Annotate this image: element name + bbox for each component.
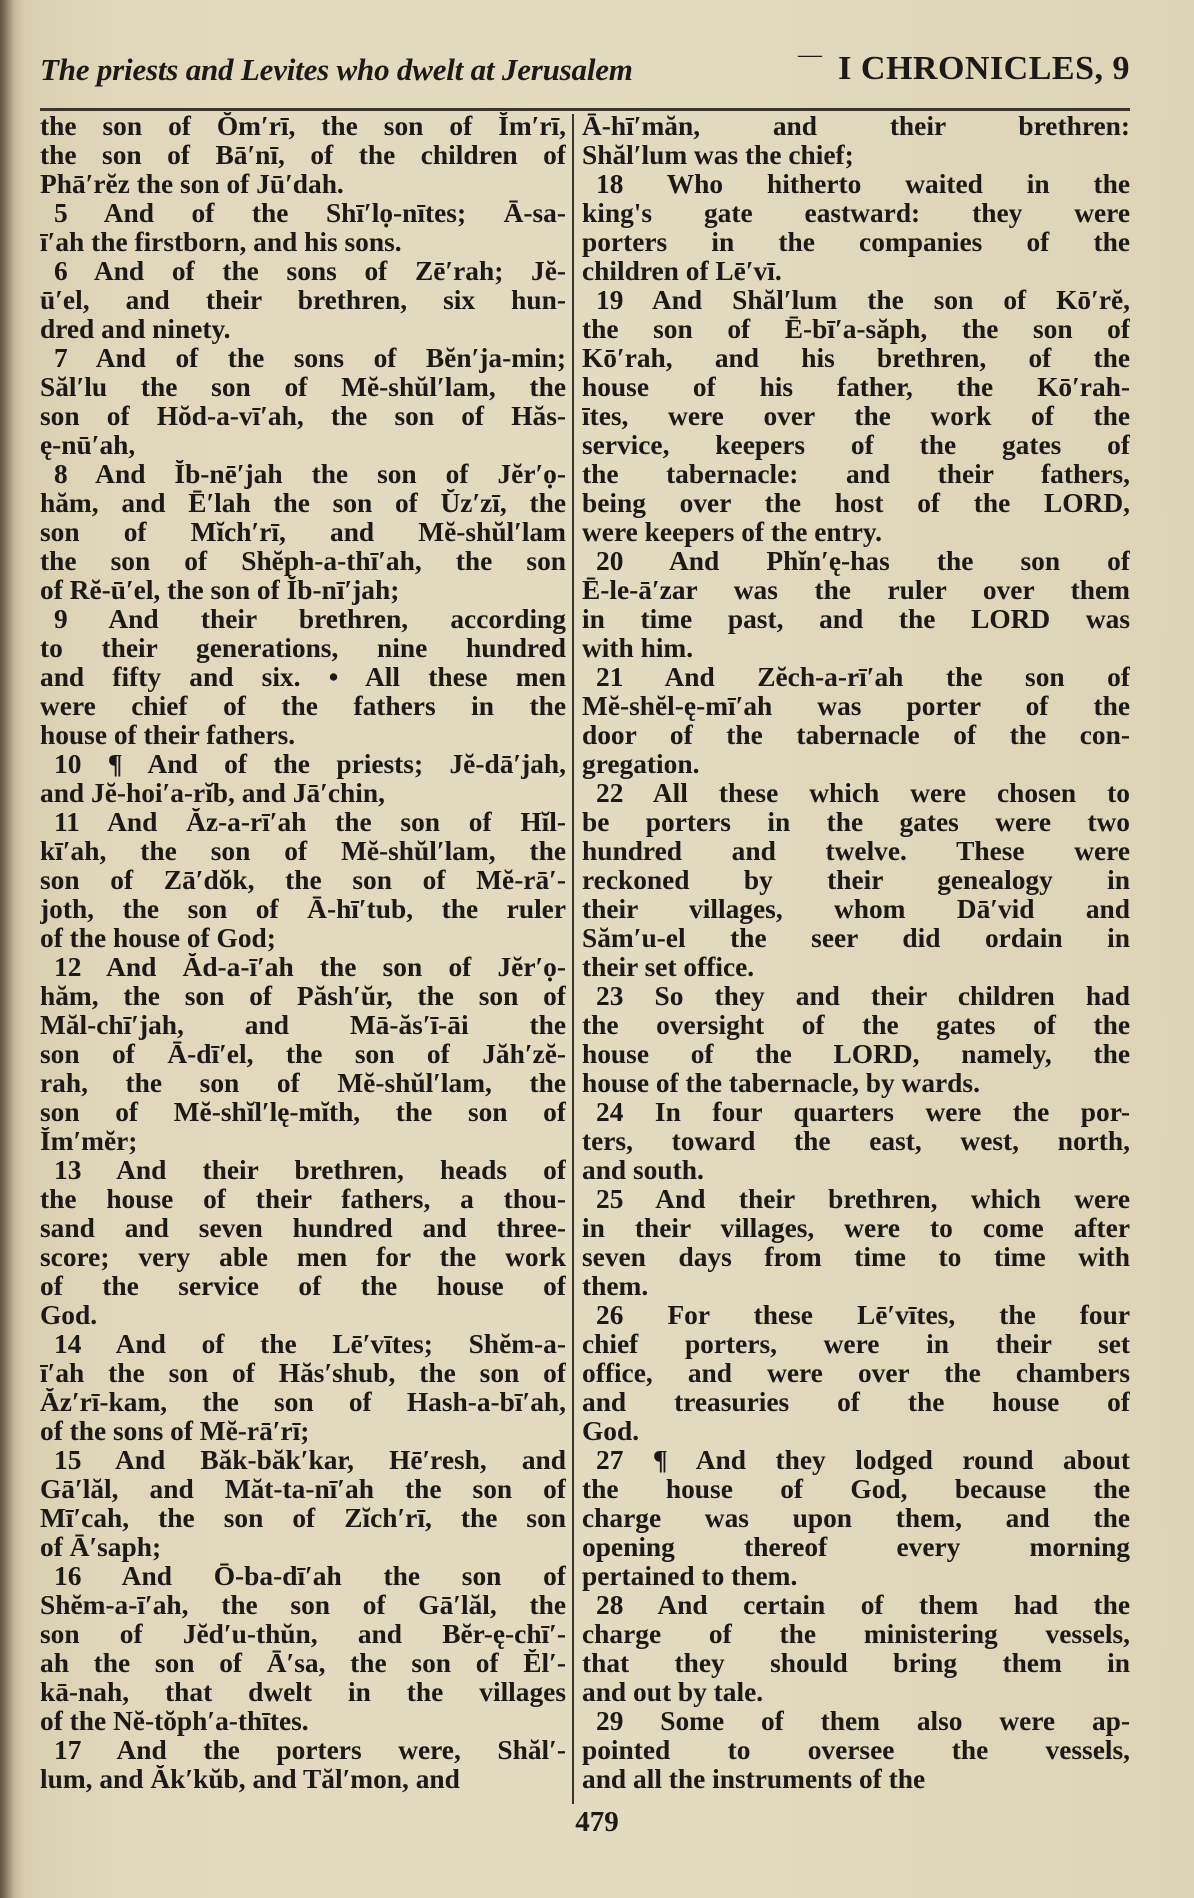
- text-line: 21 And Zĕch-a-rī′ah the son of: [596, 663, 1130, 692]
- text-line: house of their fathers.: [40, 721, 296, 750]
- text-line: Shĕm-a-ī′ah, the son of Gā′lăl, the: [40, 1591, 566, 1620]
- text-line: that they should bring them in: [582, 1649, 1130, 1678]
- text-line: ītes, were over the work of the: [582, 402, 1130, 431]
- text-line: 9 And their brethren, according: [54, 605, 566, 634]
- text-line: pertained to them.: [582, 1562, 798, 1591]
- text-line: the son of Ē-bī′a-săph, the son of: [582, 315, 1130, 344]
- text-line: Mĕ-shĕl-ę-mī′ah was porter of the: [582, 692, 1130, 721]
- text-line: the son of Shĕph-a-thī′ah, the son: [40, 547, 566, 576]
- left-text-column: [40, 112, 566, 1792]
- text-line: 16 And Ō-ba-dī′ah the son of: [54, 1562, 566, 1591]
- text-line: God.: [582, 1417, 640, 1446]
- text-line: God.: [40, 1301, 98, 1330]
- text-line: lum, and Ăk′kŭb, and Tăl′mon, and: [40, 1765, 460, 1794]
- text-line: Săl′lu the son of Mĕ-shŭl′lam, the: [40, 373, 566, 402]
- text-line: of Rĕ-ū′el, the son of Ĭb-nī′jah;: [40, 576, 400, 605]
- text-line: the house of their fathers, a thou-: [40, 1185, 566, 1214]
- text-line: joth, the son of Ā-hī′tub, the ruler: [40, 895, 566, 924]
- text-line: the son of Bā′nī, of the children of: [40, 141, 566, 170]
- text-line: hăm, and Ē′lah the son of Ŭz′zī, the: [40, 489, 566, 518]
- text-line: son of Ā-dī′el, the son of Jăh′zĕ-: [40, 1040, 566, 1069]
- text-line: 5 And of the Shī′lọ-nītes; Ā-sa-: [54, 199, 566, 228]
- text-line: of the Nĕ-tŏph′a-thītes.: [40, 1707, 309, 1736]
- gutter-shadow: [0, 0, 14, 1898]
- column-divider: [572, 114, 574, 1804]
- text-line: 6 And of the sons of Zē′rah; Jĕ-: [54, 257, 566, 286]
- text-line: house of the LORD, namely, the: [582, 1040, 1130, 1069]
- text-line: the house of God, because the: [582, 1475, 1130, 1504]
- text-line: their villages, whom Dā′vid and: [582, 895, 1130, 924]
- text-line: hăm, the son of Păsh′ŭr, the son of: [40, 982, 566, 1011]
- text-line: rah, the son of Mĕ-shŭl′lam, the: [40, 1069, 566, 1098]
- text-line: 14 And of the Lē′vītes; Shĕm-a-: [54, 1330, 566, 1359]
- text-line: score; very able men for the work: [40, 1243, 566, 1272]
- text-line: 26 For these Lē′vītes, the four: [596, 1301, 1130, 1330]
- text-line: Ā-hī′măn, and their brethren:: [582, 112, 1130, 141]
- text-line: Kō′rah, and his brethren, of the: [582, 344, 1130, 373]
- text-line: sand and seven hundred and three-: [40, 1214, 566, 1243]
- text-line: and fifty and six. • All these men: [40, 663, 566, 692]
- text-line: to their generations, nine hundred: [40, 634, 566, 663]
- text-line: of Ā′saph;: [40, 1533, 162, 1562]
- text-line: and treasuries of the house of: [582, 1388, 1130, 1417]
- text-line: and south.: [582, 1156, 704, 1185]
- text-line: 19 And Shăl′lum the son of Kō′rĕ,: [596, 286, 1130, 315]
- text-line: kā-nah, that dwelt in the villages: [40, 1678, 566, 1707]
- text-line: their set office.: [582, 953, 755, 982]
- text-line: 25 And their brethren, which were: [596, 1185, 1130, 1214]
- text-line: ah the son of Ā′sa, the son of Ĕl′-: [40, 1649, 566, 1678]
- text-line: Ē-le-ā′zar was the ruler over them: [582, 576, 1130, 605]
- text-line: pointed to oversee the vessels,: [582, 1736, 1130, 1765]
- text-line: Gā′lăl, and Măt-ta-nī′ah the son of: [40, 1475, 566, 1504]
- text-line: charge was upon them, and the: [582, 1504, 1130, 1533]
- text-line: Phā′rĕz the son of Jū′dah.: [40, 170, 344, 199]
- text-line: ters, toward the east, west, north,: [582, 1127, 1130, 1156]
- text-line: 29 Some of them also were ap-: [596, 1707, 1130, 1736]
- text-line: and all the instruments of the: [582, 1765, 926, 1794]
- text-line: Ĭm′mĕr;: [40, 1127, 138, 1156]
- text-line: 13 And their brethren, heads of: [54, 1156, 566, 1185]
- text-line: son of Hŏd-a-vī′ah, the son of Hăs-: [40, 402, 566, 431]
- text-line: son of Zā′dŏk, the son of Mĕ-rā′-: [40, 866, 566, 895]
- text-line: Shăl′lum was the chief;: [582, 141, 854, 170]
- text-line: reckoned by their genealogy in: [582, 866, 1130, 895]
- text-line: kī′ah, the son of Mĕ-shŭl′lam, the: [40, 837, 566, 866]
- text-line: son of Jĕd′u-thŭn, and Bĕr-ę-chī′-: [40, 1620, 566, 1649]
- text-line: Măl-chī′jah, and Mā-ăs′ī-āi the: [40, 1011, 566, 1040]
- page-header: [40, 42, 1130, 104]
- text-line: 17 And the porters were, Shăl′-: [54, 1736, 566, 1765]
- right-text-column: [582, 112, 1130, 1792]
- text-line: were keepers of the entry.: [582, 518, 882, 547]
- text-line: the son of Ŏm′rī, the son of Ĭm′rī,: [40, 112, 566, 141]
- text-line: and out by tale.: [582, 1678, 764, 1707]
- book-chapter-title: I CHRONICLES, 9: [838, 50, 1130, 87]
- text-line: service, keepers of the gates of: [582, 431, 1130, 460]
- text-line: 24 In four quarters were the por-: [596, 1098, 1130, 1127]
- text-line: 15 And Băk-băk′kar, Hē′resh, and: [54, 1446, 566, 1475]
- text-line: hundred and twelve. These were: [582, 837, 1130, 866]
- text-line: Ăz′rī-kam, the son of Hash-a-bī′ah,: [40, 1388, 566, 1417]
- text-line: Mī′cah, the son of Zĭch′rī, the son: [40, 1504, 566, 1533]
- text-line: of the sons of Mĕ-rā′rī;: [40, 1417, 310, 1446]
- text-line: were chief of the fathers in the: [40, 692, 566, 721]
- text-line: of the house of God;: [40, 924, 276, 953]
- text-line: charge of the ministering vessels,: [582, 1620, 1130, 1649]
- text-line: Săm′u-el the seer did ordain in: [582, 924, 1130, 953]
- text-line: house of his father, the Kō′rah-: [582, 373, 1130, 402]
- text-line: them.: [582, 1272, 649, 1301]
- text-line: ę-nū′ah,: [40, 431, 136, 460]
- text-line: with him.: [582, 634, 694, 663]
- text-line: children of Lē′vī.: [582, 257, 782, 286]
- text-line: 22 All these which were chosen to: [596, 779, 1130, 808]
- text-line: 8 And Ĭb-nē′jah the son of Jĕr′ọ-: [54, 460, 566, 489]
- text-line: gregation.: [582, 750, 700, 779]
- text-line: king's gate eastward: they were: [582, 199, 1130, 228]
- text-line: being over the host of the LORD,: [582, 489, 1130, 518]
- text-line: house of the tabernacle, by wards.: [582, 1069, 980, 1098]
- text-line: 28 And certain of them had the: [596, 1591, 1130, 1620]
- running-head: The priests and Levites who dwelt at Jerusalem: [40, 52, 633, 87]
- text-line: porters in the companies of the: [582, 228, 1130, 257]
- text-line: son of Mĕ-shĭl′lę-mĭth, the son of: [40, 1098, 566, 1127]
- text-line: 10 ¶ And of the priests; Jĕ-dā′jah,: [54, 750, 566, 779]
- page-number: 479: [575, 1806, 619, 1838]
- text-line: office, and were over the chambers: [582, 1359, 1130, 1388]
- text-line: ū′el, and their brethren, six hun-: [40, 286, 566, 315]
- text-line: seven days from time to time with: [582, 1243, 1130, 1272]
- text-line: 11 And Ăz-a-rī′ah the son of Hĭl-: [54, 808, 566, 837]
- text-line: 7 And of the sons of Bĕn′ja-min;: [54, 344, 566, 373]
- text-line: and Jĕ-hoi′a-rĭb, and Jā′chin,: [40, 779, 385, 808]
- text-line: in their villages, were to come after: [582, 1214, 1130, 1243]
- text-line: 23 So they and their children had: [596, 982, 1130, 1011]
- text-line: in time past, and the LORD was: [582, 605, 1130, 634]
- header-dash: —: [798, 42, 822, 68]
- text-line: opening thereof every morning: [582, 1533, 1130, 1562]
- text-line: 12 And Ăd-a-ī′ah the son of Jĕr′ọ-: [54, 953, 566, 982]
- text-line: chief porters, were in their set: [582, 1330, 1130, 1359]
- text-line: be porters in the gates were two: [582, 808, 1130, 837]
- text-line: door of the tabernacle of the con-: [582, 721, 1130, 750]
- text-line: the tabernacle: and their fathers,: [582, 460, 1130, 489]
- text-line: 27 ¶ And they lodged round about: [596, 1446, 1130, 1475]
- text-line: the oversight of the gates of the: [582, 1011, 1130, 1040]
- header-rule: [40, 108, 1130, 111]
- text-line: son of Mĭch′rī, and Mĕ-shŭl′lam: [40, 518, 566, 547]
- text-line: dred and ninety.: [40, 315, 231, 344]
- text-line: 20 And Phĭn′ę-has the son of: [596, 547, 1130, 576]
- text-line: ī′ah the firstborn, and his sons.: [40, 228, 402, 257]
- text-line: of the service of the house of: [40, 1272, 566, 1301]
- text-line: ī′ah the son of Hăs′shub, the son of: [40, 1359, 566, 1388]
- text-line: 18 Who hitherto waited in the: [596, 170, 1130, 199]
